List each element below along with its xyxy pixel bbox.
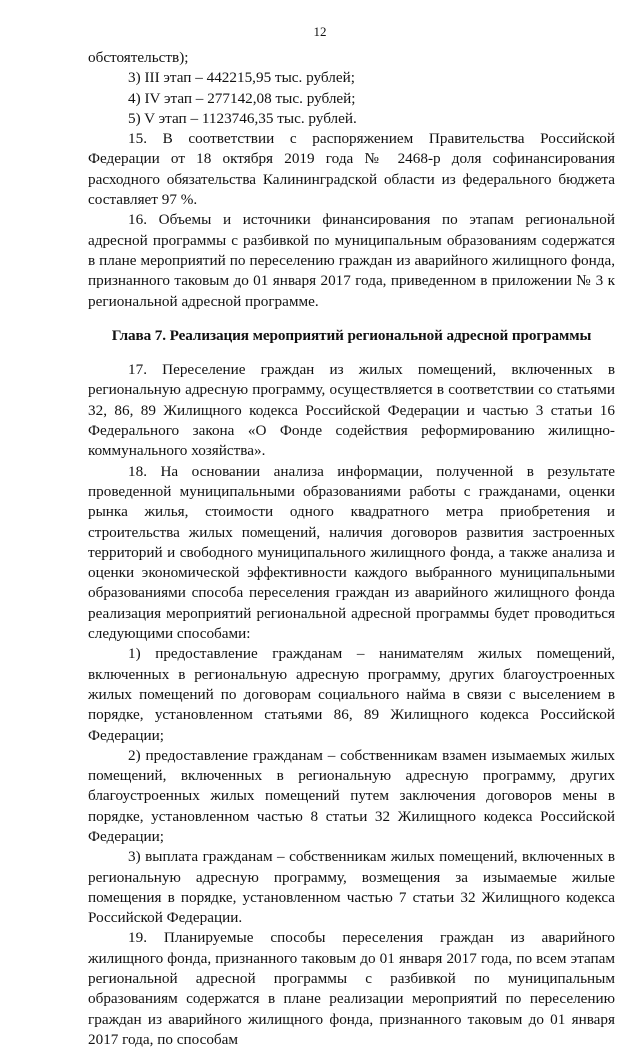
- document-body: [88, 48, 615, 1050]
- method-3: 3) выплата гражданам – собственникам жилых помещений, включенных в региональную адресную программу, возмещения за изымаемые жилые помещения в порядке, установленном частью 7 статьи 32 Жилищного кодекса Российской Федерации.: [88, 848, 615, 927]
- paragraph-19: 19. Планируемые способы переселения граждан из аварийного жилищного фонда, признанного таковым до 01 января 2017 года, по всем этапам региональной адресной программы с разбивкой по муниципальным образованиям содержатся в плане реализации мероприятий по переселению граждан из аварийного жилищного фонда, признанного таковым до 01 января 2017 года, по способам: [88, 929, 615, 1048]
- stage-5-line: 5) V этап – 1123746,35 тыс. рублей.: [128, 109, 357, 127]
- stage-4-line: 4) IV этап – 277142,08 тыс. рублей;: [128, 89, 356, 107]
- page-number: 12: [313, 24, 327, 39]
- paragraph-15: 15. В соответствии с распоряжением Правительства Российской Федерации от 18 октября 2019 года № 2468-р доля софинансирования расходного обязательства Калининградской области из федерального бюджета составляет 97 %.: [88, 130, 615, 209]
- paragraph-16: 16. Объемы и источники финансирования по этапам региональной адресной программы с разбивкой по муниципальным образованиям содержатся в плане мероприятий по переселению граждан из аварийного жилищного фонда, признанного таковым до 01 января 2017 года, приведенном в приложении № 3 к региональной адресной программе.: [88, 211, 615, 310]
- stage-3-line: 3) III этап – 442215,95 тыс. рублей;: [128, 69, 355, 87]
- method-1: 1) предоставление гражданам – нанимателям жилых помещений, включенных в региональную адресную программу, других благоустроенных жилых помещений по договорам социального найма в связи с выселением в порядке, установленном статьями 86, 89 Жилищного кодекса Российской Федерации;: [88, 645, 615, 744]
- paragraph-17: 17. Переселение граждан из жилых помещений, включенных в региональную адресную программу, осуществляется в соответствии со статьями 32, 86, 89 Жилищного кодекса Российской Федерации и частью 3 статьи 16 Федерального закона «О Фонде содействия реформированию жилищно-коммунального хозяйства».: [88, 361, 615, 460]
- method-2: 2) предоставление гражданам – собственникам взамен изымаемых жилых помещений, включенных в региональную адресную программу, других благоустроенных жилых помещений путем заключения договоров мены в порядке, установленном частью 8 статьи 32 Жилищного кодекса Российской Федерации;: [88, 746, 615, 845]
- paragraph-continuation: обстоятельств);: [88, 49, 189, 66]
- chapter-heading: Глава 7. Реализация мероприятий региональной адресной программы: [111, 326, 592, 344]
- paragraph-18: 18. На основании анализа информации, полученной в результате проведенной муниципальными образованиями работы с гражданами, оценки рынка жилья, стоимости одного квадратного метра приобретения и строительства жилых помещений, наличия договоров развития застроенных территорий и свободного муниципального жилищного фонда, а также анализа и оценки экономической эффективности каждого выбранного муниципальными образованиями способа переселения граждан из аварийного жилищного фонда реализация мероприятий региональной адресной программы будет проводиться следующими способами:: [88, 462, 615, 643]
